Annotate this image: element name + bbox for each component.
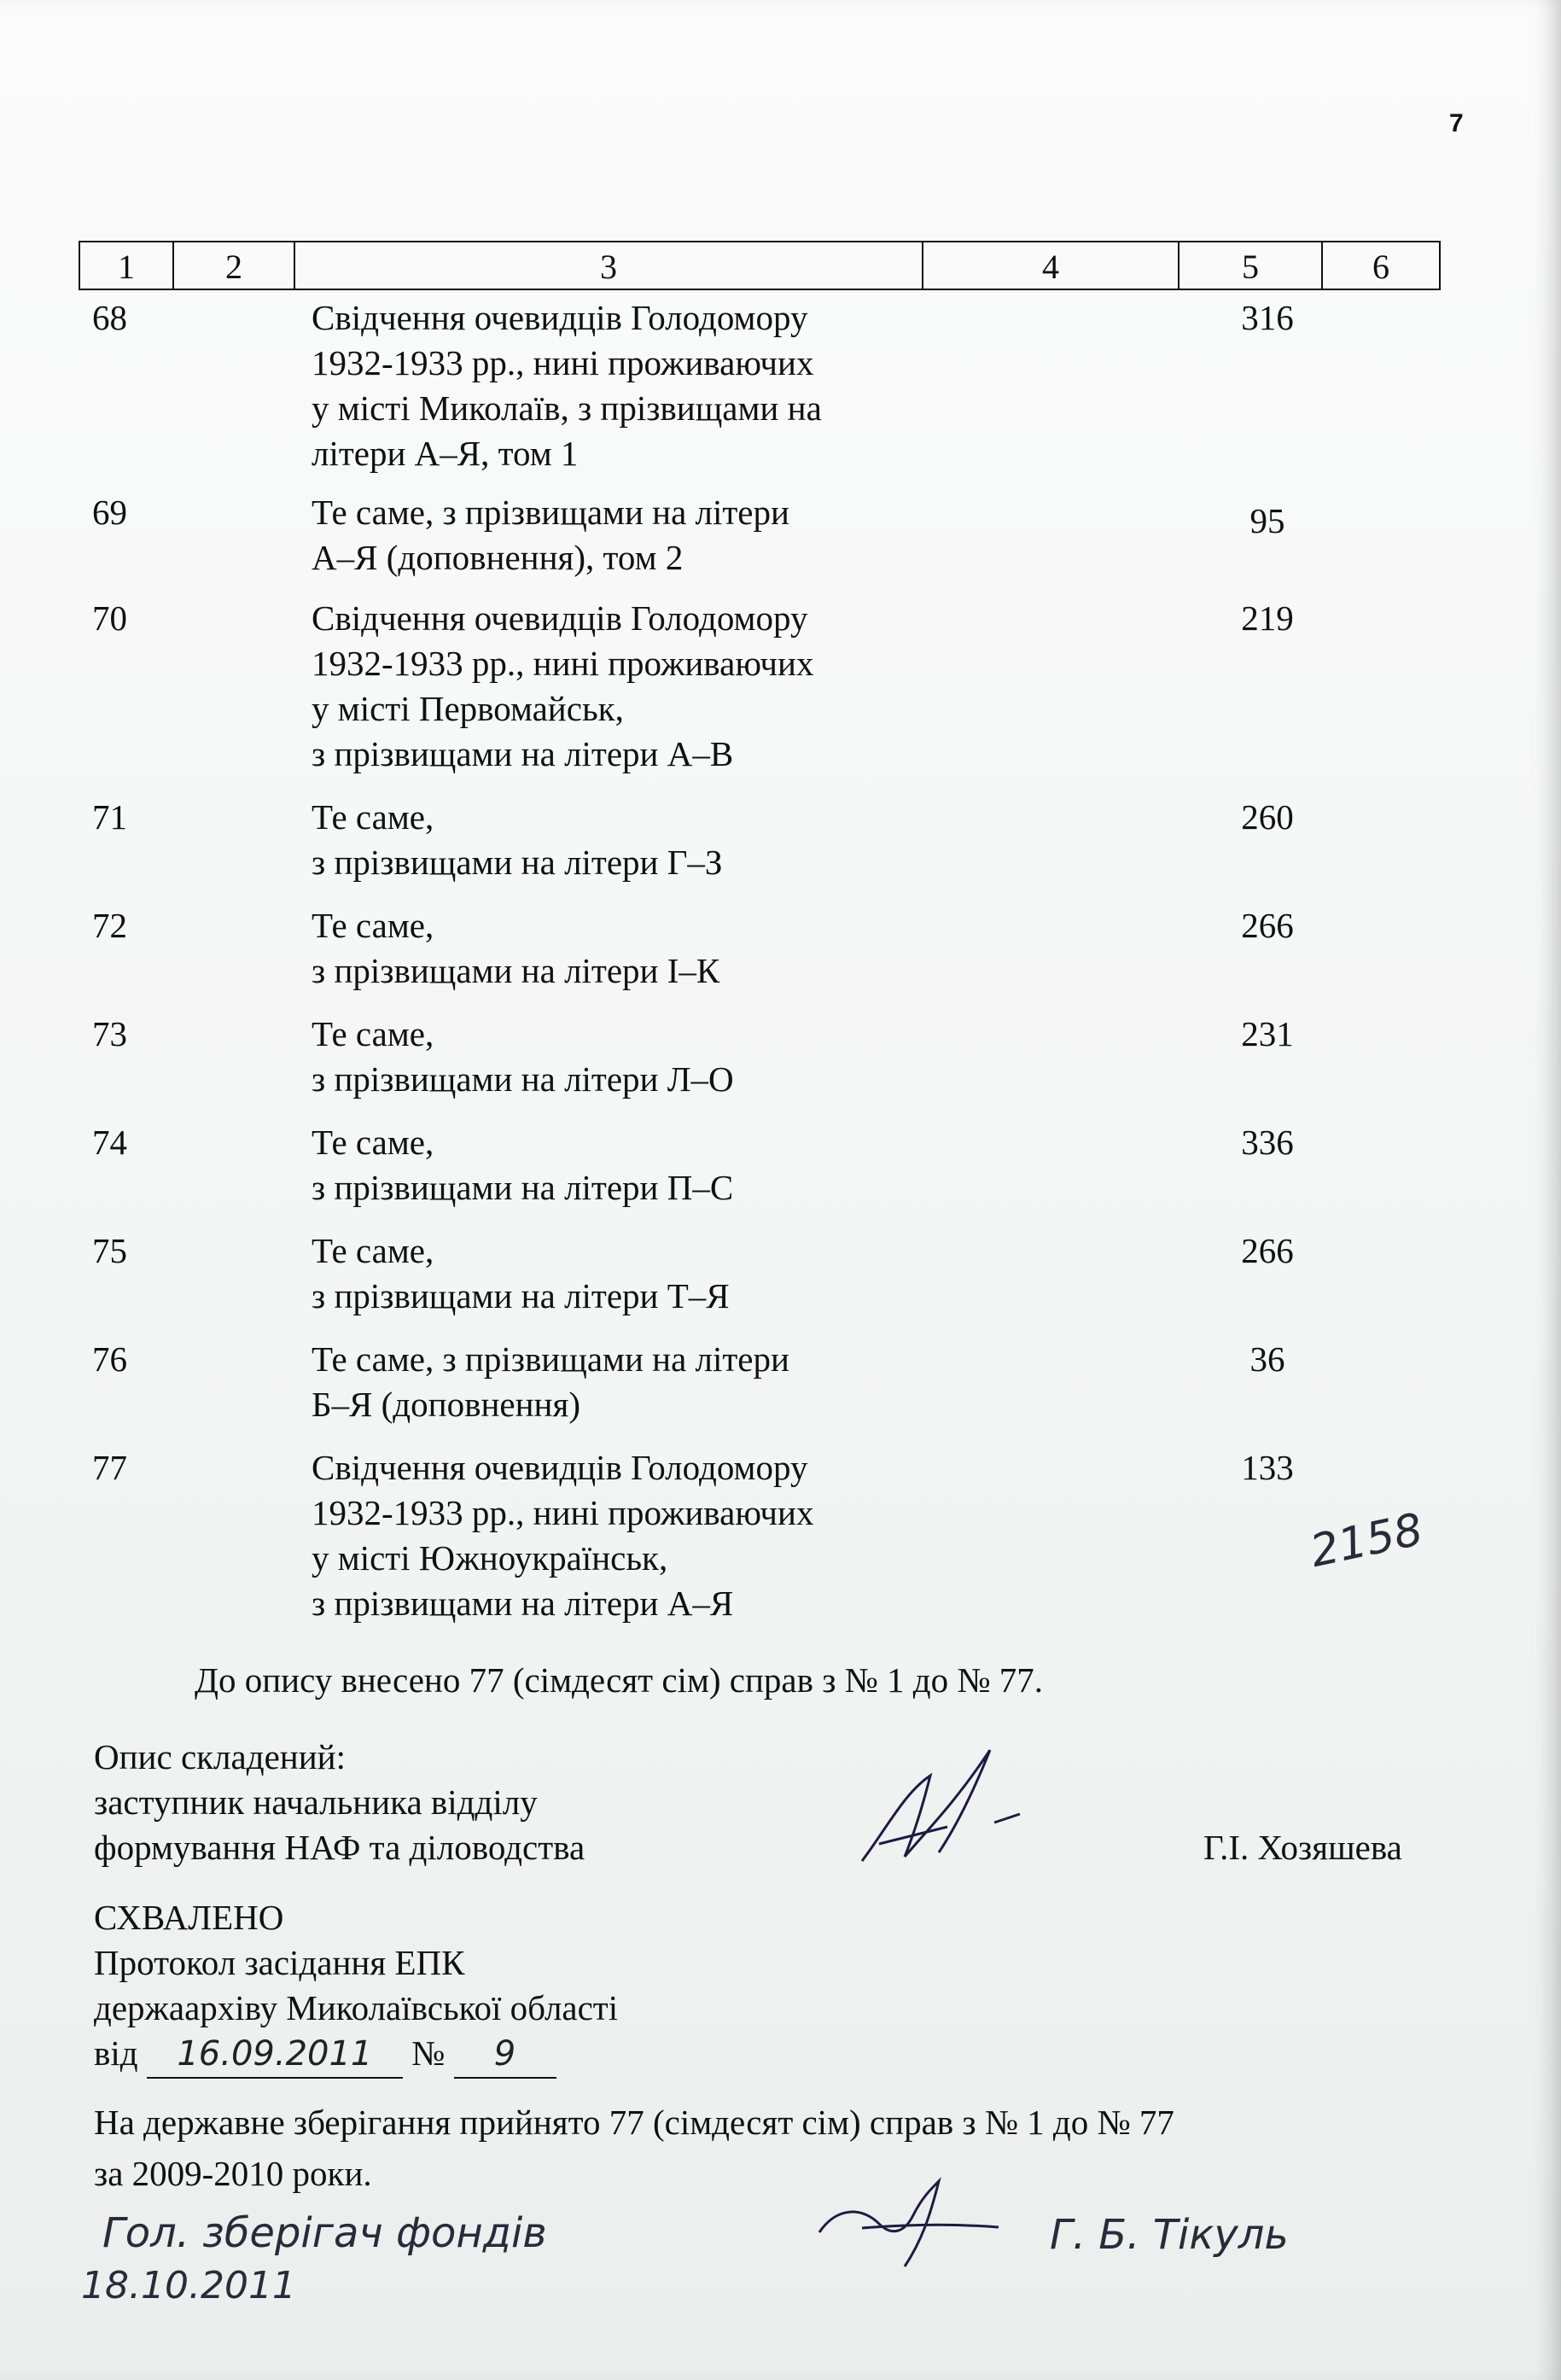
header-col-3: 3 bbox=[295, 242, 923, 289]
description-line: у місті Первомайськ, bbox=[312, 689, 624, 728]
description-line: 1932-1933 рр., нині проживаючих bbox=[312, 343, 814, 382]
header-col-5: 5 bbox=[1179, 242, 1323, 289]
header-col-4: 4 bbox=[923, 242, 1179, 289]
row-number: 72 bbox=[92, 906, 127, 945]
row-page-count: 316 bbox=[1241, 298, 1294, 337]
row-number: 76 bbox=[92, 1339, 127, 1379]
number-value: 9 bbox=[493, 2034, 516, 2074]
row-description bbox=[312, 295, 926, 476]
compiler-signature bbox=[853, 1741, 1024, 1870]
description-line: Свідчення очевидців Голодомору bbox=[312, 598, 808, 638]
approved-archive: держаархіву Миколаївської області bbox=[94, 1988, 619, 2027]
row-number: 69 bbox=[92, 493, 127, 532]
row-number: 71 bbox=[92, 797, 127, 837]
row-page-count: 219 bbox=[1241, 598, 1294, 638]
row-page-count: 133 bbox=[1241, 1448, 1294, 1487]
row-page-count: 231 bbox=[1241, 1014, 1294, 1053]
description-line: з прізвищами на літери Т–Я bbox=[312, 1276, 730, 1315]
row-number: 73 bbox=[92, 1014, 127, 1053]
compiler-position-line1: заступник начальника відділу bbox=[94, 1782, 538, 1822]
row-description bbox=[312, 1228, 926, 1319]
row-number: 70 bbox=[92, 598, 127, 638]
header-col-1: 1 bbox=[80, 242, 174, 289]
approved-heading: СХВАЛЕНО bbox=[94, 1898, 284, 1937]
row-number: 68 bbox=[92, 298, 127, 337]
header-col-6: 6 bbox=[1372, 248, 1389, 286]
custodian-name-handwritten: Г. Б. Тікуль bbox=[1050, 2211, 1289, 2259]
row-description bbox=[312, 903, 926, 994]
description-line: Свідчення очевидців Голодомору bbox=[312, 298, 808, 337]
row-page-count: 266 bbox=[1241, 906, 1294, 945]
custodian-position-handwritten: Гол. зберігач фондів bbox=[102, 2209, 547, 2257]
description-line: літери А–Я, том 1 bbox=[312, 434, 579, 473]
header-col-2: 2 bbox=[174, 242, 295, 289]
date-value: 16.09.2011 bbox=[177, 2034, 373, 2074]
row-description bbox=[312, 490, 926, 580]
number-field bbox=[454, 2031, 556, 2079]
row-page-count: 260 bbox=[1241, 797, 1294, 837]
row-number: 77 bbox=[92, 1448, 127, 1487]
description-line: Те саме, bbox=[312, 1231, 434, 1270]
inventory-summary: До опису внесено 77 (сімдесят сім) справ з № 1 до № 77. bbox=[195, 1660, 1044, 1700]
accepted-line2: за 2009-2010 роки. bbox=[94, 2154, 372, 2193]
accepted-line1: На державне зберігання прийнято 77 (сімдесят сім) справ з № 1 до № 77 bbox=[94, 2103, 1174, 2142]
page-number: 7 bbox=[1449, 109, 1464, 137]
compiled-heading: Опис складений: bbox=[94, 1737, 346, 1776]
row-page-count: 266 bbox=[1241, 1231, 1294, 1270]
description-line: у місті Миколаїв, з прізвищами на bbox=[312, 388, 822, 428]
description-line: Свідчення очевидців Голодомору bbox=[312, 1448, 808, 1487]
description-line: Те саме, з прізвищами на літери bbox=[312, 493, 789, 532]
compiler-position-line2: формування НАФ та діловодства bbox=[94, 1828, 585, 1867]
description-line: з прізвищами на літери А–В bbox=[312, 734, 734, 773]
description-line: Те саме, з прізвищами на літери bbox=[312, 1339, 789, 1379]
row-description bbox=[312, 596, 926, 777]
handwritten-total: 2158 bbox=[1306, 1503, 1428, 1578]
description-line: з прізвищами на літери Г–З bbox=[312, 843, 723, 882]
description-line: з прізвищами на літери І–К bbox=[312, 951, 720, 990]
description-line: А–Я (доповнення), том 2 bbox=[312, 538, 684, 577]
row-page-count: 336 bbox=[1241, 1123, 1294, 1162]
accepted-date-handwritten: 18.10.2011 bbox=[81, 2264, 296, 2307]
number-prefix: № bbox=[411, 2033, 446, 2073]
row-description bbox=[312, 1012, 926, 1102]
row-description bbox=[312, 1120, 926, 1210]
approved-date-line bbox=[94, 2031, 556, 2079]
description-line: з прізвищами на літери А–Я bbox=[312, 1584, 734, 1623]
row-number: 75 bbox=[92, 1231, 127, 1270]
compiler-name: Г.І. Хозяшева bbox=[1203, 1828, 1402, 1867]
description-line: з прізвищами на літери Л–О bbox=[312, 1059, 734, 1099]
approved-protocol: Протокол засідання ЕПК bbox=[94, 1943, 465, 1982]
row-description bbox=[312, 1445, 926, 1626]
custodian-signature bbox=[811, 2173, 1007, 2275]
description-line: з прізвищами на літери П–С bbox=[312, 1168, 734, 1207]
date-field bbox=[147, 2031, 403, 2079]
description-line: у місті Южноукраїнськ, bbox=[312, 1538, 668, 1578]
description-line: Те саме, bbox=[312, 1123, 434, 1162]
description-line: 1932-1933 рр., нині проживаючих bbox=[312, 1493, 814, 1532]
description-line: Те саме, bbox=[312, 906, 434, 945]
row-number: 74 bbox=[92, 1123, 127, 1162]
table-header-row bbox=[79, 241, 1441, 290]
row-page-count: 95 bbox=[1249, 501, 1285, 540]
description-line: 1932-1933 рр., нині проживаючих bbox=[312, 644, 814, 683]
description-line: Те саме, bbox=[312, 1014, 434, 1053]
description-line: Те саме, bbox=[312, 797, 434, 837]
row-page-count: 36 bbox=[1249, 1339, 1285, 1379]
row-description bbox=[312, 1337, 926, 1427]
row-description bbox=[312, 795, 926, 885]
description-line: Б–Я (доповнення) bbox=[312, 1385, 580, 1424]
date-prefix: від bbox=[94, 2033, 138, 2073]
